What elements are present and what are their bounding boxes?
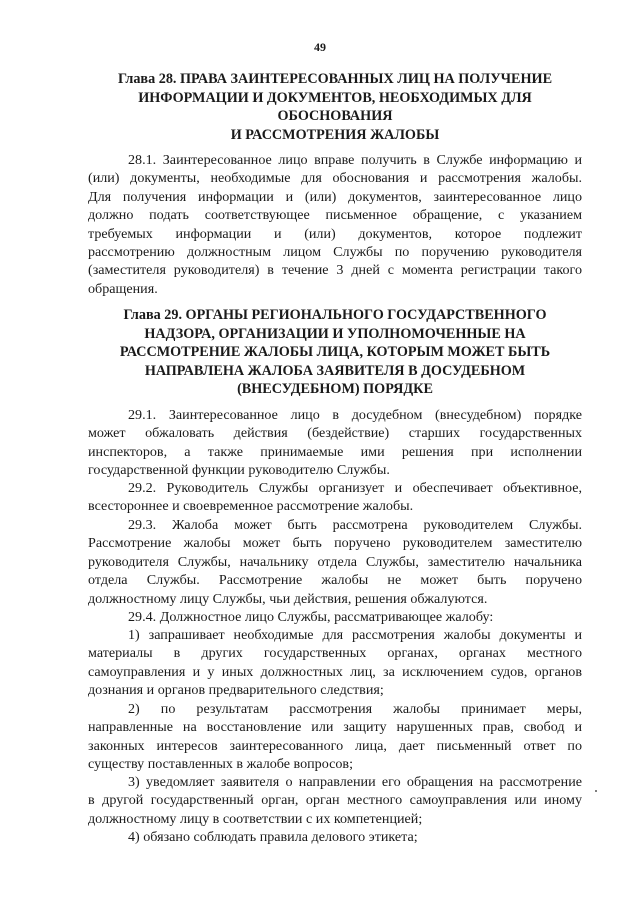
text-line: 3) уведомляет заявителя о направлении его обращения на рассмотрение bbox=[128, 774, 582, 790]
text-line: существу поставленных в жалобе вопросов; bbox=[88, 756, 354, 773]
text-line: в другой государственный орган, орган местного самоуправления или иному bbox=[88, 792, 582, 809]
heading-line: НАДЗОРА, ОРГАНИЗАЦИИ И УПОЛНОМОЧЕННЫЕ НА bbox=[144, 325, 526, 342]
text-line: требуемых информации и (или) документов, которое подлежит bbox=[88, 225, 582, 242]
text-line: 29.4. Должностное лицо Службы, рассматривающее жалобу: bbox=[128, 609, 494, 625]
heading-line: ОБОСНОВАНИЯ bbox=[277, 108, 393, 124]
text-line: самоуправления и у иных должностных лиц, за исключением судов, органов bbox=[88, 663, 582, 680]
paragraph-28-1 bbox=[88, 151, 582, 298]
text-line: законных интересов заинтересованного лица, дает письменный ответ по bbox=[88, 737, 582, 754]
text-line: материалы в других государственных органах, органах местного bbox=[88, 645, 582, 662]
chapter-28-heading bbox=[100, 70, 570, 144]
list-item-2 bbox=[88, 700, 582, 774]
list-item-3 bbox=[88, 773, 582, 828]
heading-line: Глава 29. ОРГАНЫ РЕГИОНАЛЬНОГО ГОСУДАРСТВЕННОГО bbox=[123, 307, 547, 323]
text-line: дознания и органов предварительного следствия; bbox=[88, 682, 384, 699]
text-line: государственной функции руководителю Службы. bbox=[88, 462, 390, 479]
text-line: (или) документы, необходимые для обоснования и рассмотрения жалобы. bbox=[88, 170, 582, 187]
text-line: 2) по результатам рассмотрения жалобы принимает меры, bbox=[128, 701, 582, 717]
heading-line: РАССМОТРЕНИЕ ЖАЛОБЫ ЛИЦА, КОТОРЫМ МОЖЕТ БЫТЬ bbox=[119, 344, 551, 360]
text-line: Рассмотрение жалобы может быть поручено руководителем заместителю bbox=[88, 535, 582, 552]
text-line: 29.2. Руководитель Службы организует и обеспечивает объективное, bbox=[128, 480, 582, 496]
text-line: должностному лицу в соответствии с их компетенцией; bbox=[88, 810, 423, 827]
heading-line: Глава 28. ПРАВА ЗАИНТЕРЕСОВАННЫХ ЛИЦ НА ПОЛУЧЕНИЕ bbox=[117, 71, 553, 87]
text-line: 29.1. Заинтересованное лицо в досудебном (внесудебном) порядке bbox=[128, 407, 582, 423]
paragraph-29-1 bbox=[88, 406, 582, 480]
text-line: (заместителя руководителя) в течение 3 дней с момента регистрации такого bbox=[88, 262, 582, 279]
list-item-4 bbox=[88, 828, 582, 846]
text-line: руководителя Службы, начальнику отдела Службы, заместителю начальника bbox=[88, 553, 582, 570]
text-line: 1) запрашивает необходимые для рассмотрения жалобы документы и bbox=[128, 627, 582, 643]
paragraph-29-4 bbox=[88, 608, 582, 626]
heading-line: (ВНЕСУДЕБНОМ) ПОРЯДКЕ bbox=[237, 381, 433, 397]
paragraph-29-2 bbox=[88, 479, 582, 516]
text-line: всестороннее и своевременное рассмотрение жалобы. bbox=[88, 498, 414, 515]
text-line: 4) обязано соблюдать правила делового этикета; bbox=[128, 829, 418, 845]
text-line: может обжаловать действия (бездействие) старших государственных bbox=[88, 425, 582, 442]
heading-line: НАПРАВЛЕНА ЖАЛОБА ЗАЯВИТЕЛЯ В ДОСУДЕБНОМ bbox=[144, 362, 526, 379]
list-item-1 bbox=[88, 626, 582, 700]
paragraph-29-3 bbox=[88, 516, 582, 608]
scan-speck bbox=[595, 790, 597, 792]
heading-line: ИНФОРМАЦИИ И ДОКУМЕНТОВ, НЕОБХОДИМЫХ ДЛЯ bbox=[138, 89, 532, 106]
text-line: направленные на восстановление или защиту нарушенных прав, свобод и bbox=[88, 719, 582, 736]
text-line: должно подать соответствующее письменное обращение, с указанием bbox=[88, 207, 582, 224]
text-line: 29.3. Жалоба может быть рассмотрена руководителем Службы. bbox=[128, 517, 582, 533]
chapter-29-heading bbox=[100, 306, 570, 399]
text-line: отдела Службы. Рассмотрение жалобы не может быть поручено bbox=[88, 572, 582, 589]
text-line: обращения. bbox=[88, 280, 158, 297]
text-line: инспекторов, а также принимаемые ими решения при исполнении bbox=[88, 443, 582, 460]
text-line: рассмотрению должностным лицом Службы по поручению руководителя bbox=[88, 244, 582, 261]
page-number: 49 bbox=[314, 40, 326, 54]
text-line: 28.1. Заинтересованное лицо вправе получить в Службе информацию и bbox=[128, 152, 582, 168]
heading-line: И РАССМОТРЕНИЯ ЖАЛОБЫ bbox=[230, 126, 440, 143]
text-line: должностному лицу Службы, чьи действия, решения обжалуются. bbox=[88, 590, 488, 607]
text-line: Для получения информации и (или) документов, заинтересованное лицо bbox=[88, 188, 582, 205]
